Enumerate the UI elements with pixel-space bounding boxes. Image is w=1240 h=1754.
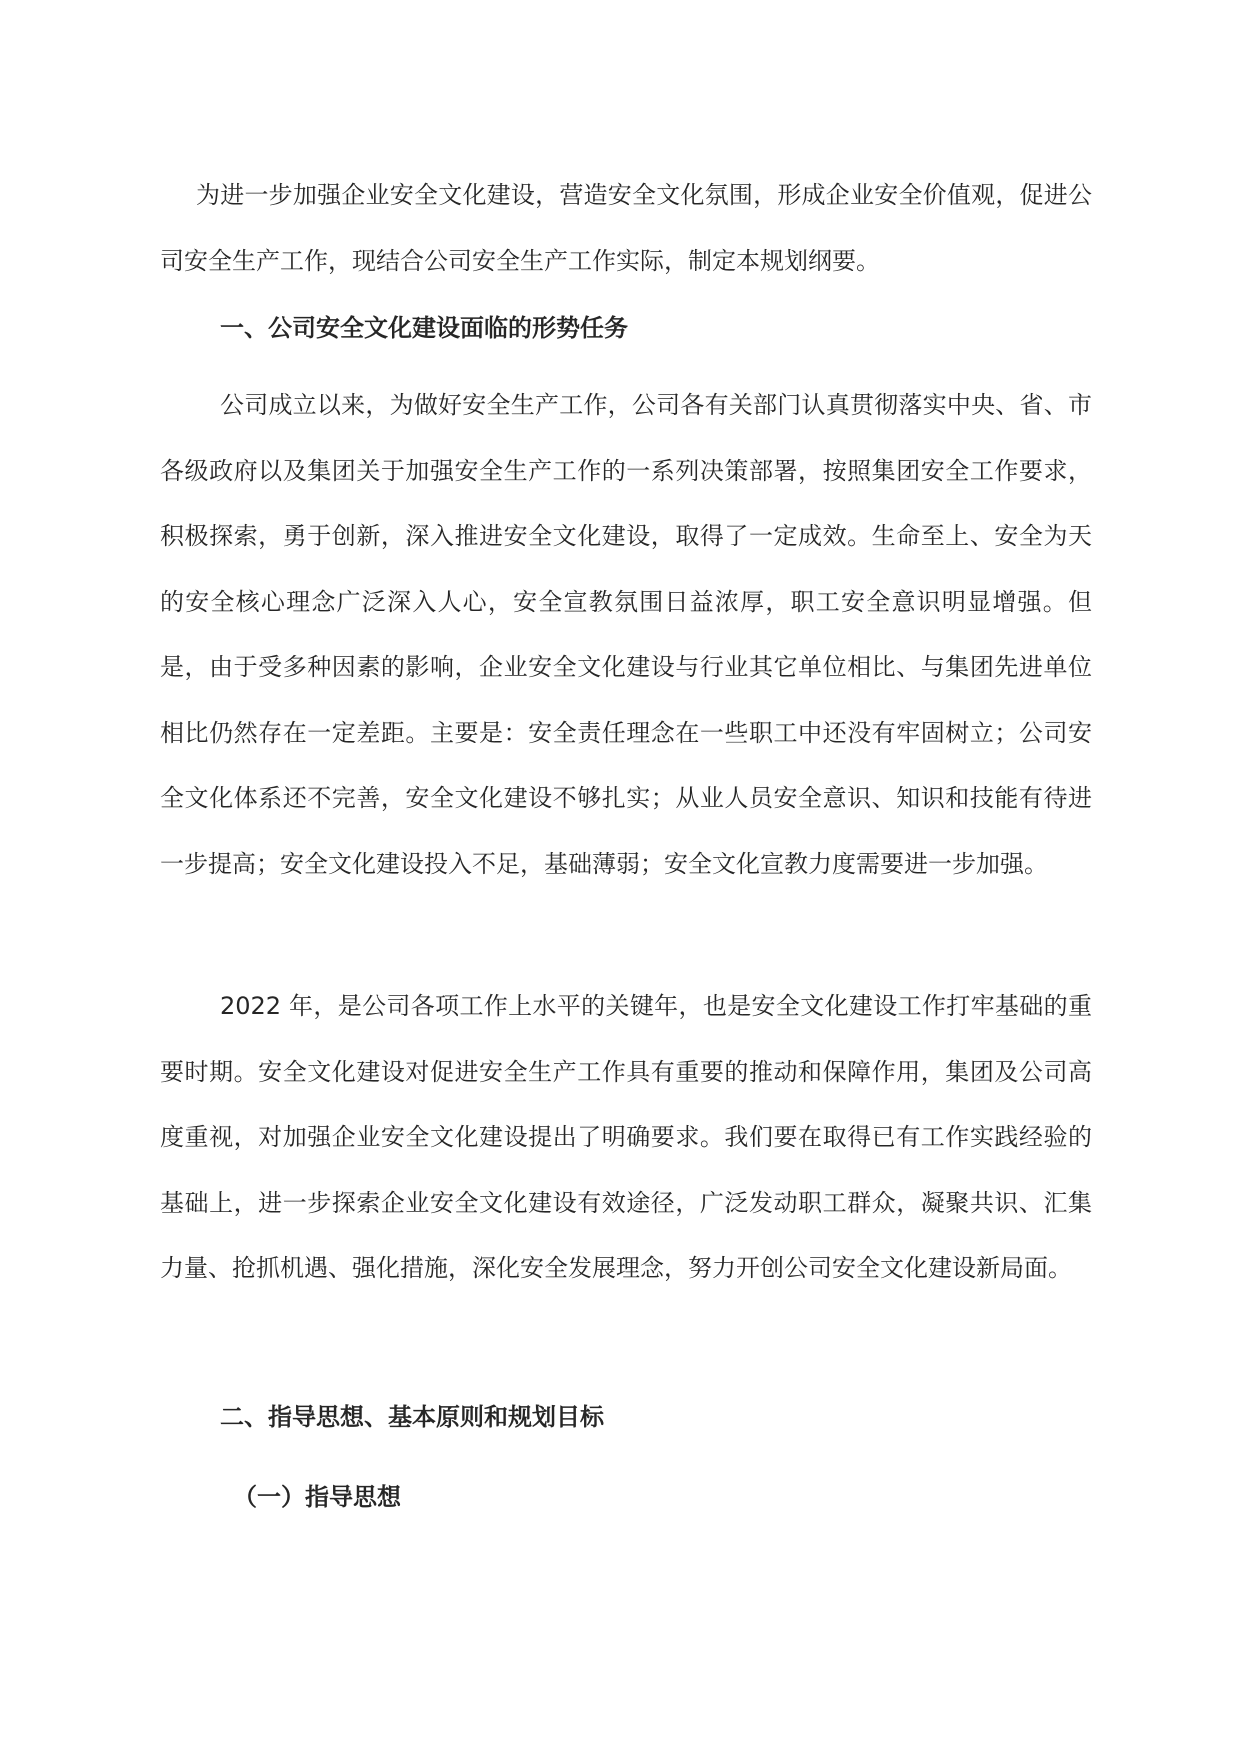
- subsection-heading-1: （一）指导思想: [233, 1483, 401, 1511]
- intro-paragraph: 为进一步加强企业安全文化建设，营造安全文化氛围，形成企业安全价值观，促进公司安全生产工作，现结合公司安全生产工作实际，制定本规划纲要。: [160, 181, 1092, 275]
- section1-paragraph-2: 2022 年，是公司各项工作上水平的关键年，也是安全文化建设工作打牢基础的重要时期。安全文化建设对促进安全生产工作具有重要的推动和保障作用，集团及公司高度重视，对加强企业安全文化建设提出了明确要求。我们要在取得已有工作实践经验的基础上，进一步探索企业安全文化建设有效途径，广泛发动职工群众，凝聚共识、汇集力量、抢抓机遇、强化措施，深化安全发展理念，努力开创公司安全文化建设新局面。: [160, 992, 1092, 1282]
- section-heading-2: 二、指导思想、基本原则和规划目标: [220, 1403, 604, 1431]
- section1-paragraph-1: 公司成立以来，为做好安全生产工作，公司各有关部门认真贯彻落实中央、省、市各级政府以及集团关于加强安全生产工作的一系列决策部署，按照集团安全工作要求，积极探索，勇于创新，深入推进安全文化建设，取得了一定成效。生命至上、安全为天的安全核心理念广泛深入人心，安全宣教氛围日益浓厚，职工安全意识明显增强。但是，由于受多种因素的影响，企业安全文化建设与行业其它单位相比、与集团先进单位相比仍然存在一定差距。主要是：安全责任理念在一些职工中还没有牢固树立；公司安全文化体系还不完善，安全文化建设不够扎实；从业人员安全意识、知识和技能有待进一步提高；安全文化建设投入不足，基础薄弱；安全文化宣教力度需要进一步加强。: [160, 391, 1092, 878]
- section-heading-1: 一、公司安全文化建设面临的形势任务: [220, 314, 628, 342]
